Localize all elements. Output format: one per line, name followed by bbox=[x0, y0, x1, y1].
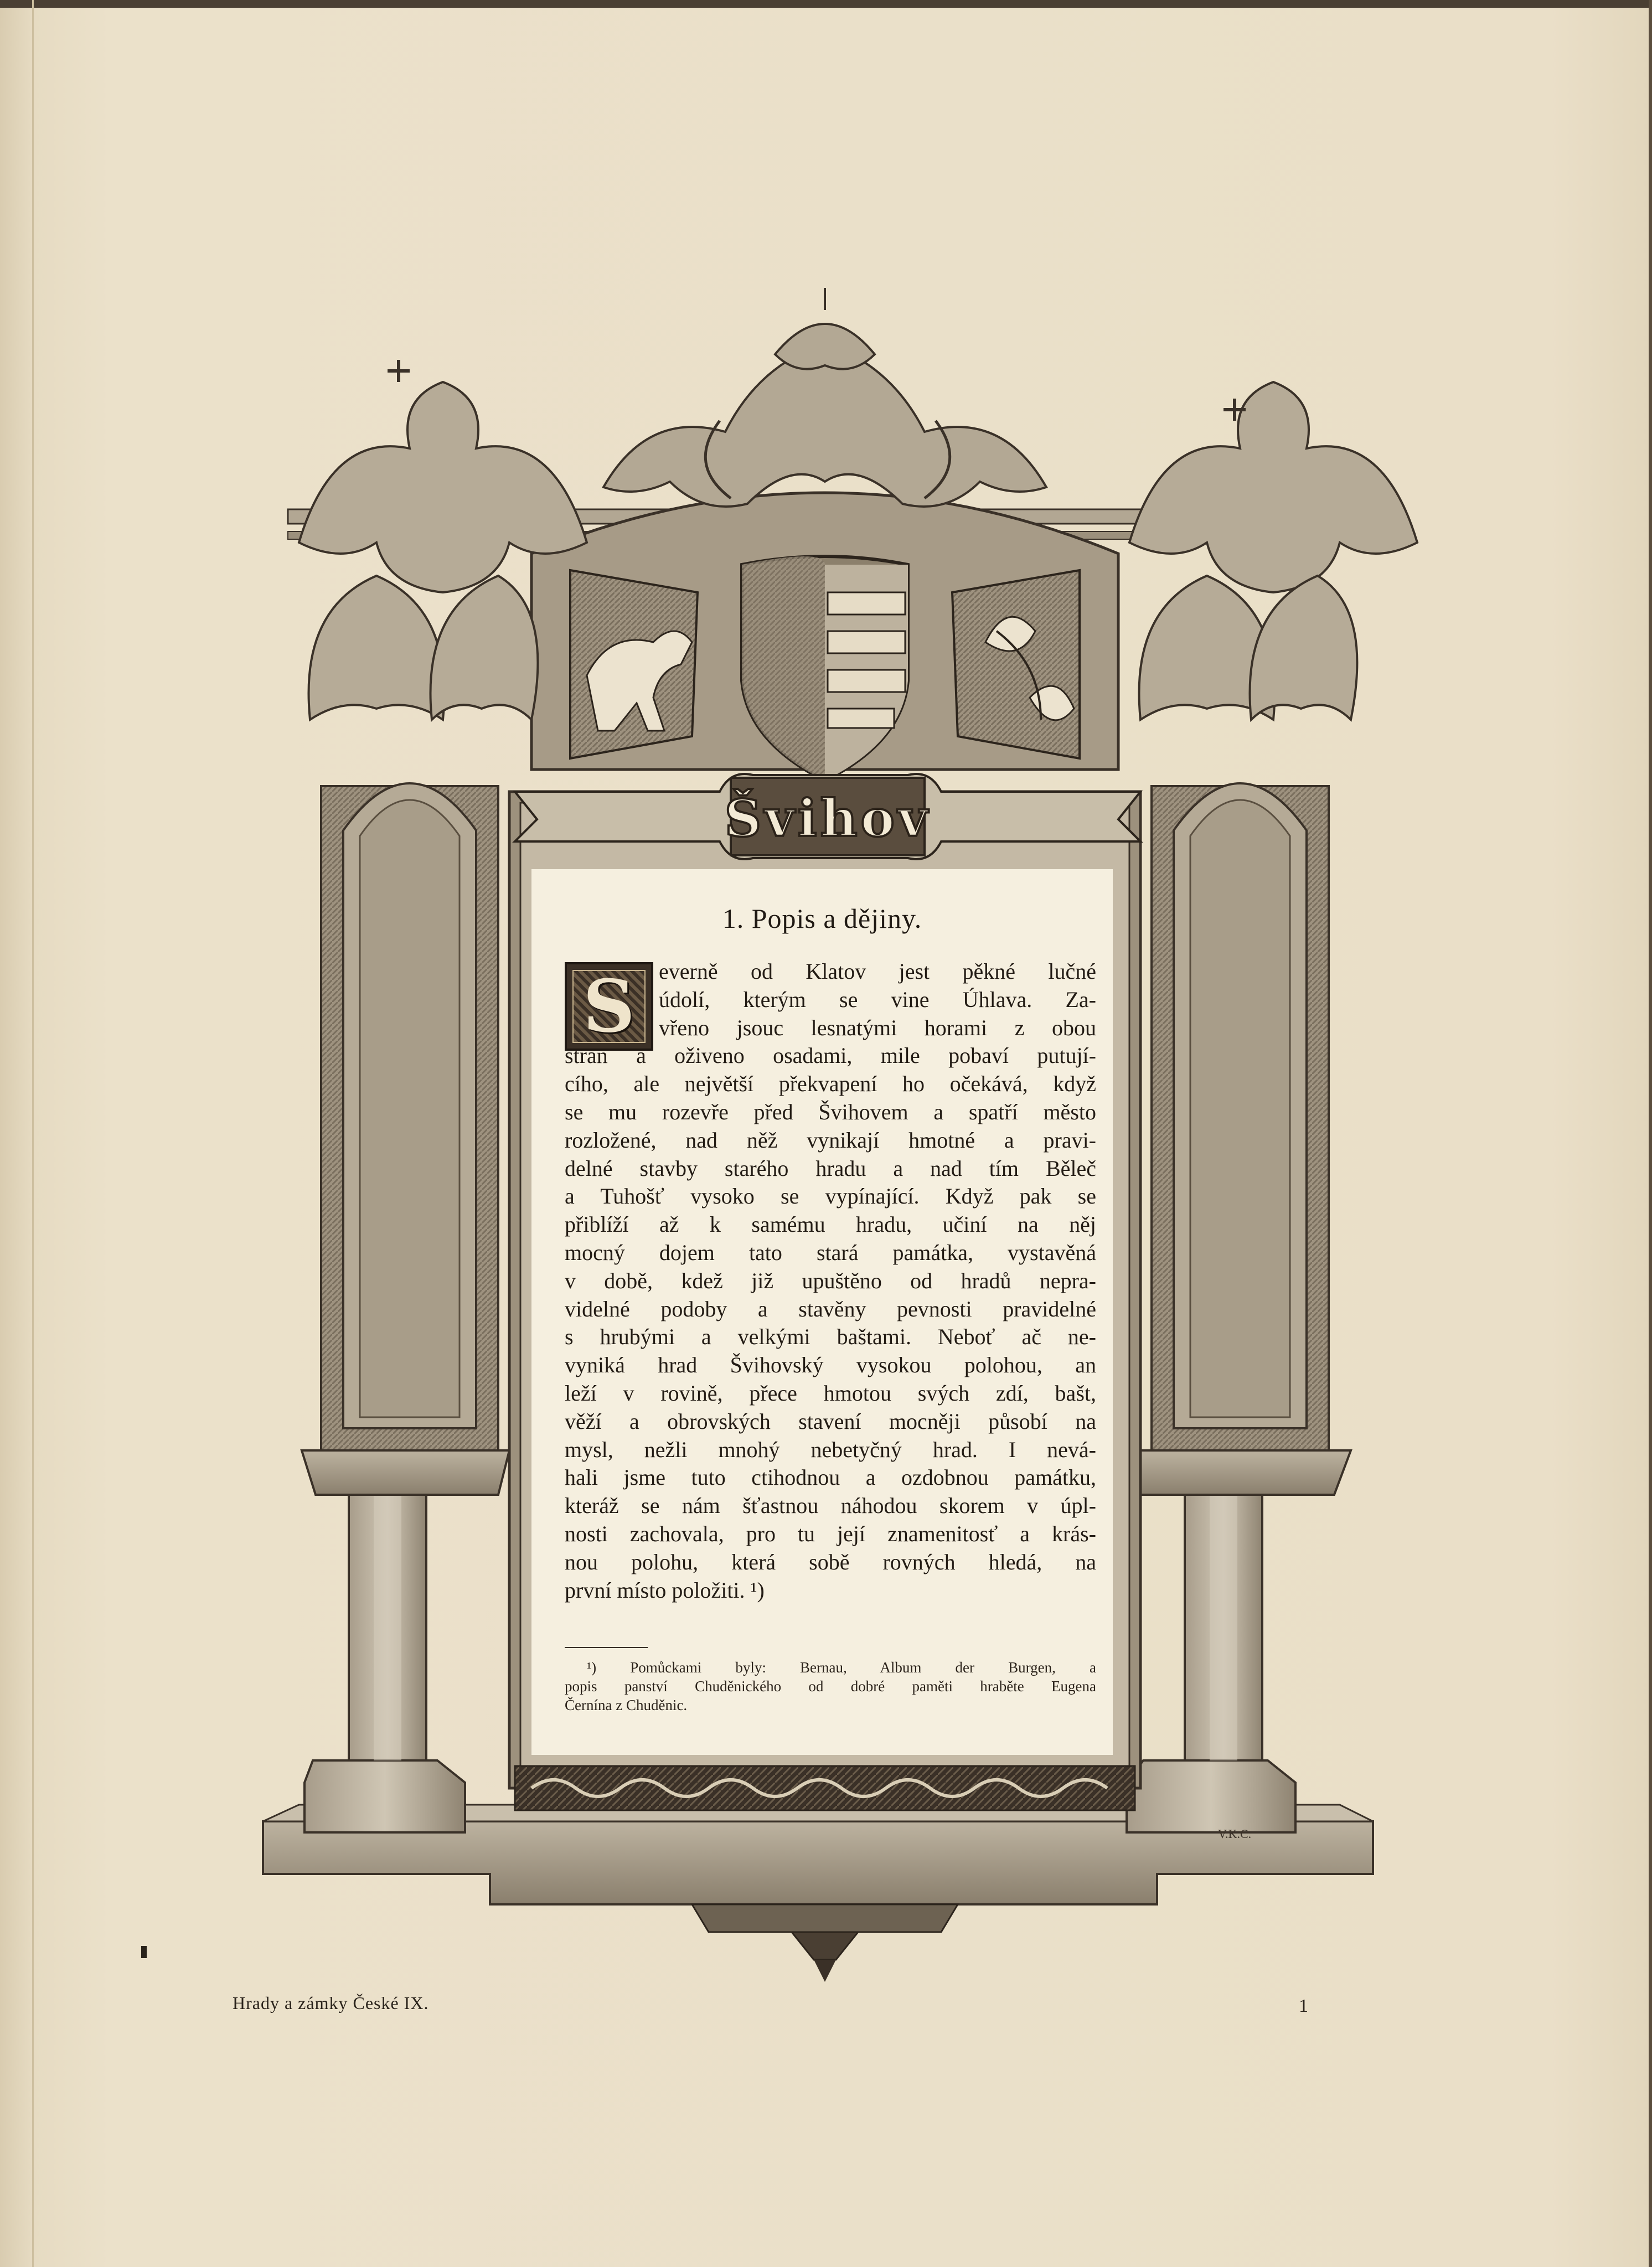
text-line: první místo položiti. ¹) bbox=[565, 1577, 765, 1603]
text-line: v době, kdež již upuštěno od hradů nepra- bbox=[565, 1268, 1096, 1293]
text-line: a Tuhošť vysoko se vypínající. Když pak se bbox=[565, 1184, 1096, 1209]
text-line: leží v rovině, přece hmotou svých zdí, bašt, bbox=[565, 1380, 1096, 1406]
text-line: vyniká hrad Švihovský vysokou polohou, an bbox=[565, 1352, 1096, 1378]
initial-letter: S bbox=[583, 964, 635, 1049]
text-line: s hrubými a velkými baštami. Neboť ač ne- bbox=[565, 1324, 1096, 1350]
margin-mark bbox=[141, 1946, 147, 1958]
footnote-rule bbox=[565, 1647, 648, 1648]
body-paragraph bbox=[565, 958, 1096, 1604]
text-line: mocný dojem tato stará památka, vystavěná bbox=[565, 1240, 1096, 1265]
text-line: stran a oživeno osadami, mile pobaví putují- bbox=[565, 1043, 1096, 1068]
text-line: kteráž se nám šťastnou náhodou skorem v úpl- bbox=[565, 1493, 1096, 1519]
text-line: se mu rozevře před Švihovem a spatří město bbox=[565, 1099, 1096, 1124]
engraver-signature: V.K.C. bbox=[1218, 1827, 1252, 1841]
text-line: přiblíží až k samému hradu, učiní na něj bbox=[565, 1212, 1096, 1237]
text-line: mysl, nežli mnohý nebetyčný hrad. I nevá- bbox=[565, 1437, 1096, 1462]
text-line: delné stavby starého hradu a nad tím Běleč bbox=[565, 1155, 1096, 1181]
text-line: nosti zachovala, pro tu její znamenitosť a krás- bbox=[565, 1521, 1096, 1546]
text-line: rozložené, nad něž vynikají hmotné a pravi- bbox=[565, 1127, 1096, 1153]
banner-label: Švihov bbox=[724, 788, 931, 848]
footnote bbox=[565, 1658, 1096, 1715]
running-footer-title: Hrady a zámky České IX. bbox=[233, 1993, 429, 2013]
text-line: cího, ale největší překvapení ho očekává, když bbox=[565, 1071, 1096, 1097]
text-line: nou polohu, která sobě rovných hledá, na bbox=[565, 1549, 1096, 1574]
text-line: vřeno jsouc lesnatými horami z obou bbox=[659, 1015, 1096, 1040]
text-line: údolí, kterým se vine Úhlava. Za- bbox=[659, 987, 1096, 1012]
text-panel bbox=[531, 869, 1113, 1755]
signature-mark: 1 bbox=[1299, 1996, 1308, 2016]
footnote-line: ¹) Pomůckami byly: Bernau, Album der Burgen, a bbox=[587, 1659, 1096, 1676]
text-line: hali jsme tuto ctihodnou a ozdobnou památku, bbox=[565, 1465, 1096, 1490]
text-line: věží a obrovských stavení mocněji působí na bbox=[565, 1408, 1096, 1434]
section-heading: 1. Popis a dějiny. bbox=[722, 903, 922, 934]
footnote-line: Černína z Chuděnic. bbox=[565, 1697, 688, 1713]
text-line: videlné podoby a stavěny pevnosti pravidelné bbox=[565, 1296, 1096, 1321]
footnote-line: popis panství Chuděnického od dobré paměti hraběte Eugena bbox=[565, 1678, 1096, 1695]
text-line: everně od Klatov jest pěkné lučné bbox=[659, 959, 1096, 984]
